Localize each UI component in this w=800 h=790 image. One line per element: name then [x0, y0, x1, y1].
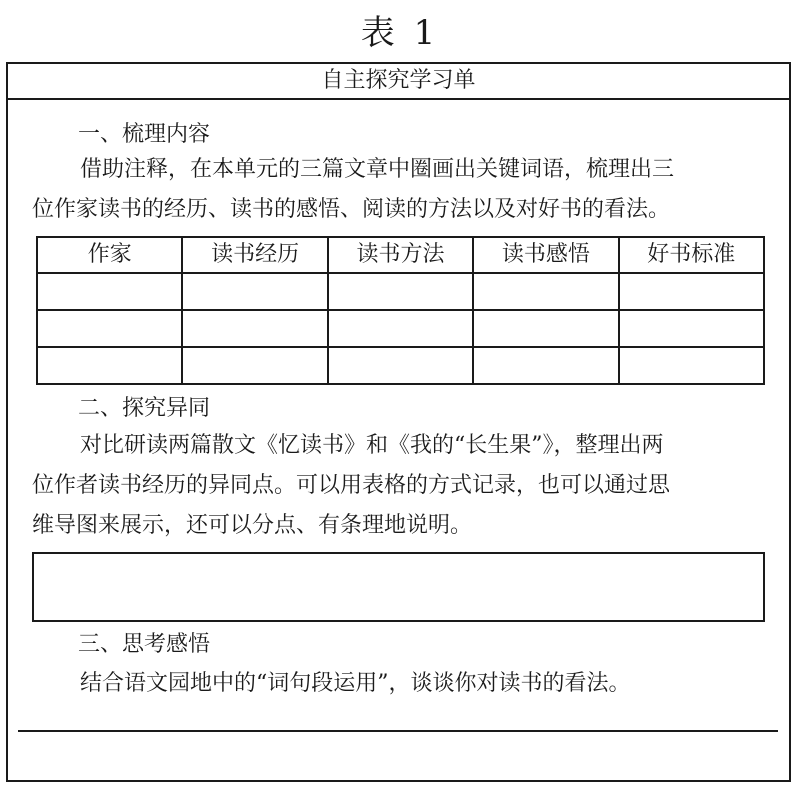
col-header-author: 作家	[37, 237, 182, 273]
table-cell[interactable]	[182, 273, 327, 310]
table-header-row	[37, 237, 764, 273]
table-cell[interactable]	[182, 347, 327, 384]
table-cell[interactable]	[328, 273, 473, 310]
table-row	[37, 310, 764, 347]
section2-text	[32, 426, 670, 546]
table-cell[interactable]	[619, 273, 764, 310]
answer-line[interactable]	[18, 730, 778, 732]
section2-heading: 二、探究异同	[78, 396, 211, 421]
table-cell[interactable]	[37, 310, 182, 347]
section2-line-2: 位作者读书经历的异同点。可以用表格的方式记录，也可以通过思	[32, 473, 671, 498]
table-cell[interactable]	[619, 310, 764, 347]
summary-table	[36, 236, 765, 385]
col-header-reading-experience: 读书经历	[182, 237, 327, 273]
table-title: 表 1	[360, 13, 440, 53]
section2-line-1: 对比研读两篇散文《忆读书》和《我的“长生果”》，整理出两	[80, 433, 664, 458]
sheet-header: 自主探究学习单	[8, 64, 789, 100]
table-cell[interactable]	[619, 347, 764, 384]
col-header-reading-insight: 读书感悟	[473, 237, 618, 273]
table-cell[interactable]	[473, 273, 618, 310]
col-header-good-book-criteria: 好书标准	[619, 237, 764, 273]
table-cell[interactable]	[37, 347, 182, 384]
section3-text	[32, 664, 631, 704]
study-sheet	[6, 62, 791, 782]
table-cell[interactable]	[182, 310, 327, 347]
answer-box[interactable]	[32, 552, 765, 622]
section1-text	[32, 150, 674, 230]
section1-line-1: 借助注释，在本单元的三篇文章中圈画出关键词语，梳理出三	[80, 157, 675, 182]
table-row	[37, 347, 764, 384]
section1-line-2: 位作家读书的经历、读书的感悟、阅读的方法以及对好书的看法。	[32, 197, 671, 222]
table-row	[37, 273, 764, 310]
section2-line-3: 维导图来展示，还可以分点、有条理地说明。	[32, 513, 473, 538]
table-cell[interactable]	[37, 273, 182, 310]
table-cell[interactable]	[328, 310, 473, 347]
section3-heading: 三、思考感悟	[78, 632, 211, 657]
section3-line-1: 结合语文园地中的“词句段运用”，谈谈你对读书的看法。	[80, 671, 631, 696]
col-header-reading-method: 读书方法	[328, 237, 473, 273]
table-cell[interactable]	[473, 347, 618, 384]
table-cell[interactable]	[328, 347, 473, 384]
table-cell[interactable]	[473, 310, 618, 347]
section1-heading: 一、梳理内容	[78, 122, 211, 147]
